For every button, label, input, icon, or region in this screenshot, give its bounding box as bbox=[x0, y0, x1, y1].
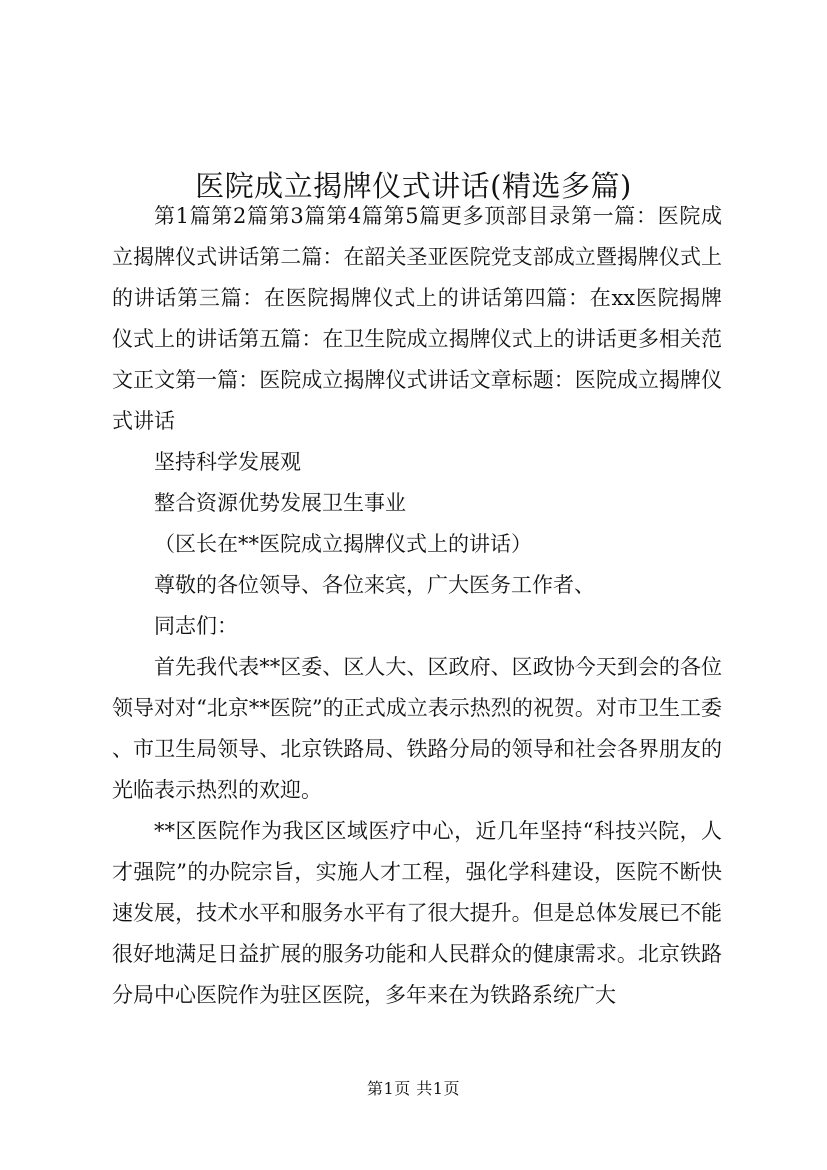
body-paragraph-toc: 第1篇第2篇第3篇第4篇第5篇更多顶部目录第一篇：医院成立揭牌仪式讲话第二篇：在韶关圣亚医院党支部成立暨揭牌仪式上的讲话第三篇：在医院揭牌仪式上的讲话第四篇：在xx医院揭牌仪式上的讲话第五篇：在卫生院成立揭牌仪式上的讲话更多相关范文正文第一篇：医院成立揭牌仪式讲话文章标题：医院成立揭牌仪式讲话 bbox=[112, 204, 722, 433]
body-paragraph-salutation: 尊敬的各位领导、各位来宾，广大医务工作者、 bbox=[154, 573, 595, 597]
document-title: 医院成立揭牌仪式讲话(精选多篇) bbox=[195, 169, 632, 204]
page-footer: 第1页 共1页 bbox=[367, 1079, 460, 1098]
body-paragraph-slogan-2: 整合资源优势发展卫生事业 bbox=[154, 491, 406, 515]
body-paragraph-salutation-2: 同志们： bbox=[154, 614, 238, 638]
body-paragraph-slogan-1: 坚持科学发展观 bbox=[154, 450, 301, 474]
document-body bbox=[112, 196, 722, 1016]
body-paragraph-speaker-note: （区长在**医院成立揭牌仪式上的讲话） bbox=[154, 532, 532, 556]
body-paragraph-congratulations: 首先我代表**区委、区人大、区政府、区政协今天到会的各位领导对对“北京**医院”的正式成立表示热烈的祝贺。对市卫生工委、市卫生局领导、北京铁路局、铁路分局的领导和社会各界朋友的光临表示热烈的欢迎。 bbox=[112, 655, 722, 802]
body-paragraph-hospital-overview: **区医院作为我区区域医疗中心，近几年坚持“科技兴院，人才强院”的办院宗旨，实施人才工程，强化学科建设，医院不断快速发展，技术水平和服务水平有了很大提升。但是总体发展已不能很好地满足日益扩展的服务功能和人民群众的健康需求。北京铁路分局中心医院作为驻区医院，多年来在为铁路系统广大 bbox=[112, 819, 722, 1007]
